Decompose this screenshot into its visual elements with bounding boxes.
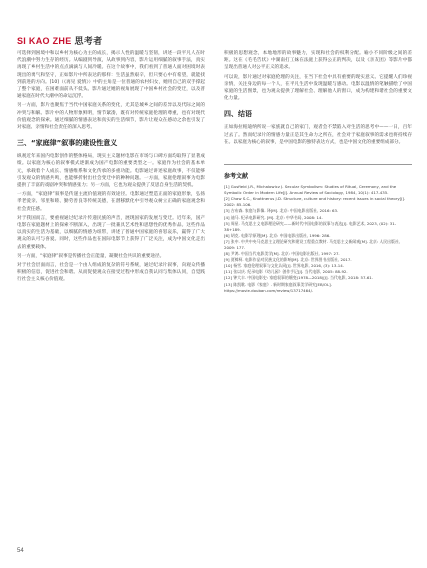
reference-list bbox=[224, 184, 412, 294]
page-number: 54 bbox=[17, 548, 24, 554]
section-heading: 三、“家庭律”叙事的建设性意义 bbox=[17, 139, 118, 148]
left-column bbox=[17, 50, 205, 286]
reference-item: [2] Chaw S.C., Knottnerus J.D. Structure, culture and history: recent issues in social theory[J]. 2002: 85-106. bbox=[224, 196, 406, 208]
reference-item: [10] 杨雪. 家庭伦理叙事与文化认同[J]. 世界电影, 2016, (3): 13-14. bbox=[224, 263, 344, 269]
paragraph: 另一方面，影片也聚焦于当代中国家庭关系的变化，尤其是城乡之间的差异以及代际之间的冲突与和解。影片中的人物形象鲜明，情节紧凑，既有对传统家庭伦理的尊重，也有对现代价值观念的探索。通过细腻的情感表达和真实的生活细节，影片让观众在感动之余也引发了对家庭、亲情和社会责任的深入思考。 bbox=[17, 103, 205, 131]
paragraph: 对于社会层面而言，社会是一个由人组成的复杂的符号系统，通过纪录片叙事，向观众传播积极的信息，促进社会和谐。从而促使观众在接受过程中形成自我认同与集体认同，自觉践行社会主义核心价值观。 bbox=[17, 263, 205, 283]
paragraph: 积极的思想观念，本地地形的故事魅力，实现和社会的权利分配。喻小不同阶级之间的差距。这在《毛毛告状》中湖南打工妹在法庭上获得公正的判决，以及《亲友团》等影片中都呈现出普通人对公平正义的追求。 bbox=[224, 51, 412, 71]
reference-item: [9] 贾樟柯. 电影作品对民族文化的影响[M]. 北京: 世界图书出版社, 2017. bbox=[224, 257, 352, 263]
reference-item: [1] Gusfield J.R., Michalowicz J. Secular Symbolism: Studies of Ritual, Ceremony, and the Symbolic Order in Modern Life[J]. Annual Review of Sociology, 1984, 10(1): 417-435. bbox=[224, 184, 397, 196]
reference-item: [7] 张中. 中共中央马克思主义理论研究和建设工程重点教材. 马克思主义新闻观[M]. 北京: 人民出版社, 2009: 177. bbox=[224, 238, 401, 250]
paragraph: 正如海拉帕迪纳所说一家族就自己的家门，观者会不禁陷入对生活的思考中——一日，百年过去了。然而纪录片的情感力量正是其生命力之所在，社会对于家庭叙事的需求也将持续存在。以家庭为核心的叙事，是中国电影的独特表达方式，也是中国文化的重要组成部分。 bbox=[224, 125, 412, 145]
journal-name-en: SI KAO ZHE bbox=[17, 36, 72, 46]
journal-name-cn: 思考者 bbox=[74, 36, 103, 46]
paragraph: 可选择到困境中和以乡村为核心为主的成长，揭示人性的温暖与坚韧，讲述一段平凡人在时代浪潮中努力生存的经历。从编剧到导演，从故事到内容，影片运用细腻的叙事手法，真实再现了乡村生活中的点点滴滴与人间冷暖。在这个故事中，我们看到了普通人面对困境时表现出的勇气和坚守，正如影片中所表达的那样：生活虽然艰辛，但只要心中有希望，就能找到前进的方向。[10]（《再见 爱情》）中的主角是一位普通的农村妇女，她用自己的双手撑起了整个家庭，在困难面前从不低头。影片通过她的视角展现了中国乡村社会的变迁，以及普通家庭在时代大潮中的命运沉浮。 bbox=[17, 51, 205, 100]
divider bbox=[224, 164, 412, 165]
reference-item: [11] 张以庆. 纪录电影《幼儿园》创作手记[J]. 当代电影, 2005: 88-92. bbox=[224, 269, 348, 275]
paragraph: 另一方面，“家庭律”叙事是传播社会正能量，凝聚社会共识的重要途径。 bbox=[17, 253, 165, 259]
paragraph: 对于我国而言，要重视通过纪录片传递民族的声音，展现国家的发展与变迁。近年来，国产电影在家庭题材上的探索不断深入，出现了一批兼具艺术性和思想性的优秀作品。这些作品以真实的生活为基础，以细腻的情感为纽带，讲述了普通中国家庭的喜怒哀乐，赢得了广大观众的认可与喜爱。同时，这些作品也在国际电影节上获得了广泛关注，成为中国文化走出去的重要载体。 bbox=[17, 215, 205, 250]
journal-header bbox=[17, 34, 102, 47]
section-heading: 四、结语 bbox=[224, 110, 252, 119]
reference-item: [6] 胡克. 电影学原理[M]. 北京: 中国电影出版社, 1996: 286. bbox=[224, 232, 331, 238]
references-title: 参考文献 bbox=[224, 173, 249, 181]
reference-item: [8] 尹鸿. 中国当代电影美学[M]. 北京: 中国电影出版社, 1997: 27. bbox=[224, 251, 340, 257]
right-column bbox=[224, 50, 412, 294]
paragraph: 可以说，影片通过对家庭伦理的关注，在当下社会中具有重要的现实意义。它提醒人们珍视亲情，关注身边的每一个人，在平凡生活中发现温暖与感动。电影以温情的笔触描绘了中国家庭的生活图景，也为观众提供了理解社会、理解他人的窗口，成为构建和谐社会的重要文化力量。 bbox=[224, 74, 412, 102]
reference-item: [13] 陈凯歌. 电影《家庭》. 新时期家庭叙事美学研究[EB/OL]. https://movie.douban.com/review/13717464/. bbox=[224, 281, 332, 293]
paragraph: 纵观近年来国内电影创作的整体格局，现实主义题材电影在市场与口碑方面均取得了显著成绩。以家庭为核心的叙事模式逐渐成为国产电影的重要类型之一。家庭作为社会的基本单元，承载着个人成长、情感维系和文化传承的多重功能。电影通过讲述家庭故事，不仅能够引发观众的情感共鸣，也能够折射出社会变迁中的种种问题。一方面，家庭伦理叙事为电影提供了丰富的戏剧冲突和情感张力；另一方面，它也为观众提供了反思自身生活的契机。 bbox=[17, 154, 205, 189]
paragraph: 一方面，“家庭律”叙事是传递主流价值观的有效途径。电影通过塑造正面的家庭形象，弘扬孝老爱亲、邻里和睦、勤劳善良等传统美德，在潜移默化中引导观众树立正确的家庭观念和社会责任感。 bbox=[17, 192, 205, 212]
reference-item: [4] 迪马. 纪录电影研究. [M]. 北京: 中华书局, 2008: 14. bbox=[224, 214, 323, 220]
reference-item: [5] 周星. 马克思主义电影理论研究——新时代中国电影的叙事与表达[J]. 电影艺术, 2023, (02): 31-38+189. bbox=[224, 220, 397, 232]
reference-item: [12] 钟大丰. 中国电影史: 家庭叙事的嬗变(1978—2018)[J]. 当代电影, 2018: 57-61. bbox=[224, 275, 374, 281]
reference-item: [3] 吉布森. 家庭与影像. 译[M]. 北京: 中国电影出版社, 2016: 63. bbox=[224, 208, 339, 214]
